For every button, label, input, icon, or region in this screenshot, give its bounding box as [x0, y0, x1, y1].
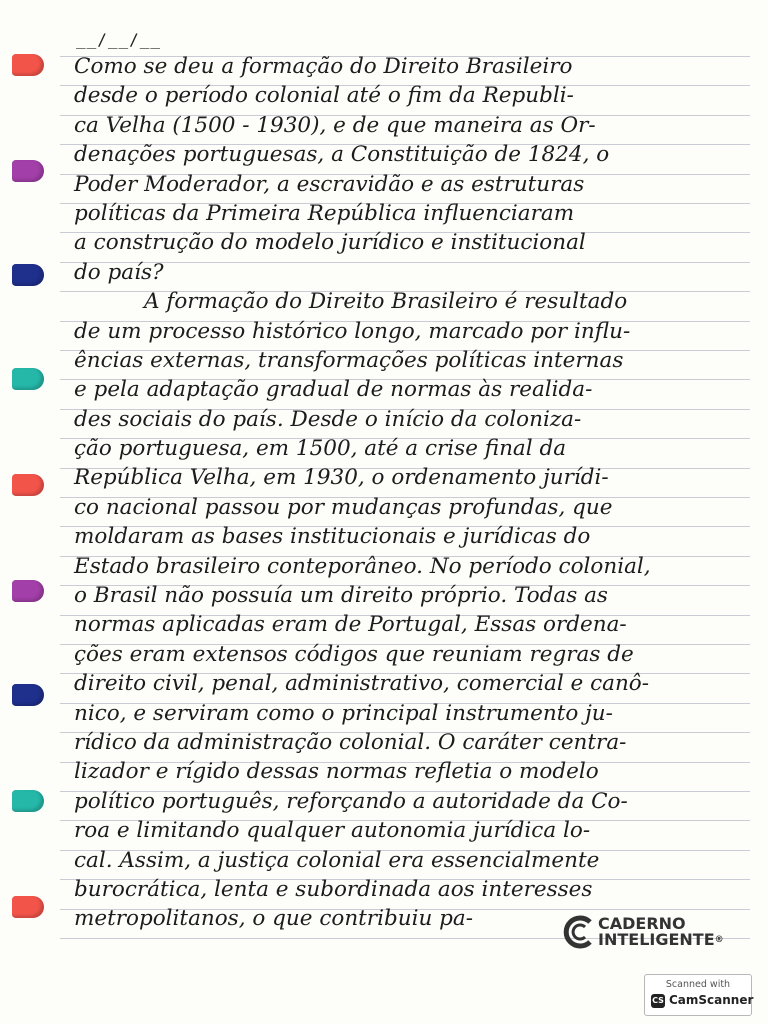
text-line: Poder Moderador, a escravidão e as estruturas — [74, 171, 585, 197]
text-line: moldaram as bases institucionais e jurídicas do — [74, 524, 591, 550]
text-line: metropolitanos, o que contribuiu pa- — [74, 906, 473, 932]
binding-tab — [12, 790, 44, 812]
text-line: direito civil, penal, administrativo, comercial e canô- — [74, 671, 650, 697]
text-line: o Brasil não possuía um direito próprio. Todas as — [74, 583, 608, 609]
camscanner-logo-icon: CS — [651, 994, 665, 1008]
text-line: República Velha, em 1930, o ordenamento jurídi- — [74, 465, 609, 491]
binding-tab — [12, 368, 44, 390]
text-line: rídico da administração colonial. O caráter centra- — [74, 729, 627, 755]
camscanner-label: CamScanner — [669, 993, 754, 1007]
text-line: cal. Assim, a justiça colonial era essencialmente — [74, 847, 600, 873]
text-line: do país? — [74, 259, 164, 285]
text-line: burocrática, lenta e subordinada aos interesses — [74, 876, 593, 902]
camscanner-watermark — [644, 974, 752, 1016]
text-line: ções eram extensos códigos que reuniam regras de — [74, 641, 634, 667]
caderno-logo-icon — [560, 914, 596, 950]
text-line: co nacional passou por mudanças profundas, que — [74, 494, 613, 520]
text-line: nico, e serviram como o principal instrumento ju- — [74, 700, 613, 726]
text-line: político português, reforçando a autoridade da Co- — [74, 788, 628, 814]
spiral-tabs — [0, 0, 60, 1024]
text-line: roa e limitando qualquer autonomia jurídica lo- — [74, 818, 591, 844]
text-line: lizador e rígido dessas normas refletia o modelo — [74, 759, 599, 785]
registered-mark: ® — [714, 935, 724, 945]
handwritten-text — [74, 52, 754, 934]
binding-tab — [12, 160, 44, 182]
scanned-with-label: Scanned with — [665, 979, 731, 990]
binding-tab — [12, 54, 44, 76]
text-line: e pela adaptação gradual de normas às realida- — [74, 377, 593, 403]
text-line: desde o período colonial até o fim da Republi- — [74, 83, 574, 109]
brand-logo — [560, 912, 750, 952]
text-line: políticas da Primeira República influenciaram — [74, 200, 575, 226]
brand-line-2: INTELIGENTE — [598, 930, 715, 949]
text-line: denações portuguesas, a Constituição de 1824, o — [74, 142, 610, 168]
text-line: ca Velha (1500 - 1930), e de que maneira as Or- — [74, 112, 596, 138]
text-line: Estado brasileiro conteporâneo. No período colonial, — [74, 553, 651, 579]
brand-line-1: CADERNO — [598, 914, 686, 933]
binding-tab — [12, 474, 44, 496]
text-line: A formação do Direito Brasileiro é resultado — [144, 289, 628, 315]
binding-tab — [12, 896, 44, 918]
text-line: Como se deu a formação do Direito Brasileiro — [74, 54, 573, 79]
date-line: __/__/__ — [76, 30, 162, 49]
text-line: ção portuguesa, em 1500, até a crise final da — [74, 436, 567, 462]
text-line: de um processo histórico longo, marcado por influ- — [74, 318, 631, 344]
text-line: normas aplicadas eram de Portugal, Essas ordena- — [74, 612, 627, 638]
text-line: a construção do modelo jurídico e institucional — [74, 230, 586, 256]
text-line: ências externas, transformações políticas internas — [74, 347, 624, 373]
binding-tab — [12, 684, 44, 706]
binding-tab — [12, 580, 44, 602]
text-line: des sociais do país. Desde o início da coloniza- — [74, 406, 582, 432]
binding-tab — [12, 264, 44, 286]
